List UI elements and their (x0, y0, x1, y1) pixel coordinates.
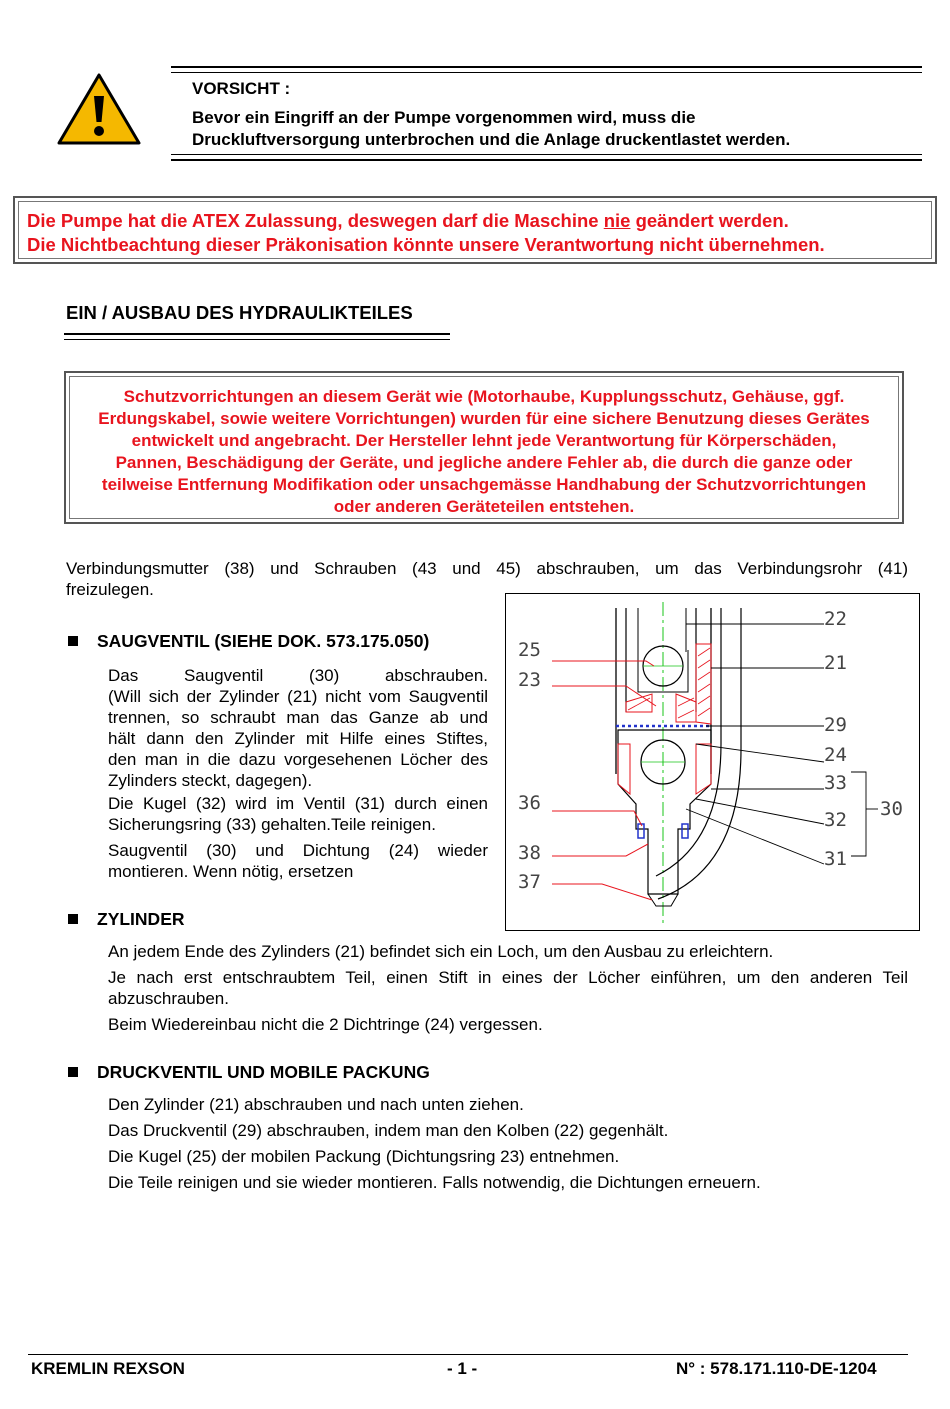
saugventil-paragraph-1: Das Saugventil (30) abschrauben. (Will sich der Zylinder (21) nicht vom Saugventil trennen, so schraubt man das Ganze ab und hält dann den Zylinder mit Hilfe eines Stiftes, den man in die dazu vorgesehenen Löcher des Zylinders steckt, dagegen). (108, 666, 488, 790)
footer-doc-number: N° : 578.171.110-DE-1204 (676, 1359, 877, 1378)
section-title: EIN / AUSBAU DES HYDRAULIKTEILES (66, 302, 413, 323)
safety-line-6: oder anderen Geräteteilen entstehen. (333, 497, 635, 516)
atex-notice-box (13, 196, 937, 264)
diagram-label-29: 29 (824, 714, 847, 736)
saugventil-bullet (68, 636, 78, 646)
druckventil-bullet (68, 1067, 78, 1077)
diagram-label-21: 21 (824, 652, 847, 674)
diagram-label-22: 22 (824, 608, 847, 630)
safety-notice-box (64, 371, 904, 524)
diagram-label-36: 36 (518, 792, 541, 814)
druckventil-line-2: Das Druckventil (29) abschrauben, indem man den Kolben (22) gegenhält. (108, 1121, 669, 1140)
pump-valve-diagram (505, 593, 920, 931)
pump-valve-drawing (506, 594, 918, 929)
caution-title: VORSICHT : (192, 79, 291, 98)
atex-emphasis-never: nie (603, 210, 631, 231)
caution-line-1: Bevor ein Eingriff an der Pumpe vorgenommen wird, muss die (192, 108, 696, 127)
warning-triangle-icon (56, 72, 142, 146)
druckventil-line-1: Den Zylinder (21) abschrauben und nach unten ziehen. (108, 1095, 524, 1114)
diagram-label-37: 37 (518, 871, 541, 893)
atex-line-1: Die Pumpe hat die ATEX Zulassung, deswegen darf die Maschine nie geändert werden. (27, 210, 789, 231)
druckventil-title: DRUCKVENTIL UND MOBILE PACKUNG (97, 1062, 430, 1082)
safety-line-5: teilweise Entfernung Modifikation oder unsachgemässe Handhabung der Schutzvorrichtungen (101, 475, 867, 494)
caution-top-rule (171, 66, 922, 68)
safety-line-3: entwickelt und angebracht. Der Hersteller lehnt jede Verantwortung für Körperschäden, (131, 431, 837, 450)
footer-page-number: - 1 - (447, 1359, 478, 1378)
diagram-label-23: 23 (518, 669, 541, 691)
zylinder-bullet (68, 914, 78, 924)
diagram-label-30: 30 (880, 798, 903, 820)
zylinder-paragraph-3: Beim Wiedereinbau nicht die 2 Dichtringe (24) vergessen. (108, 1015, 543, 1034)
zylinder-paragraph-2: Je nach erst entschraubtem Teil, einen Stift in eines der Löcher einführen, um den anderen Teil abzuschrauben. (108, 968, 908, 1008)
diagram-label-24: 24 (824, 744, 847, 766)
safety-notice-text (66, 386, 902, 518)
caution-block (0, 0, 950, 175)
druckventil-line-4: Die Teile reinigen und sie wieder montieren. Falls notwendig, die Dichtungen erneuern. (108, 1173, 761, 1192)
zylinder-paragraph-1: An jedem Ende des Zylinders (21) befindet sich ein Loch, um den Ausbau zu erleichtern. (108, 942, 774, 961)
footer-company: KREMLIN REXSON (31, 1359, 185, 1378)
zylinder-title: ZYLINDER (97, 909, 185, 929)
caution-bottom-rule (171, 159, 922, 161)
diagram-label-33: 33 (824, 772, 847, 794)
caution-bottom-rule-thin (171, 154, 922, 155)
saugventil-title: SAUGVENTIL (SIEHE DOK. 573.175.050) (97, 631, 430, 651)
atex-line-2: Die Nichtbeachtung dieser Präkonisation könnte unsere Verantwortung nicht übernehmen. (27, 234, 825, 255)
caution-line-2: Druckluftversorgung unterbrochen und die Anlage druckentlastet werden. (192, 130, 791, 149)
safety-line-1: Schutzvorrichtungen an diesem Gerät wie (Motorhaube, Kupplungsschutz, Gehäuse, ggf. (123, 387, 845, 406)
saugventil-paragraph-3: Saugventil (30) und Dichtung (24) wieder montieren. Wenn nötig, ersetzen (108, 841, 488, 881)
section-title-rule-thin (64, 339, 450, 340)
diagram-label-31: 31 (824, 848, 847, 870)
footer-rule (28, 1354, 908, 1355)
diagram-label-25: 25 (518, 639, 541, 661)
section-title-rule (64, 333, 450, 335)
caution-top-rule-thin (171, 72, 922, 73)
safety-line-2: Erdungskabel, sowie weitere Vorrichtungen) wurden für eine sichere Benutzung dieses Gerätes (98, 409, 870, 428)
diagram-label-38: 38 (518, 842, 541, 864)
diagram-label-32: 32 (824, 809, 847, 831)
saugventil-paragraph-2: Die Kugel (32) wird im Ventil (31) durch einen Sicherungsring (33) gehalten.Teile reinigen. (108, 794, 488, 834)
druckventil-line-3: Die Kugel (25) der mobilen Packung (Dichtungsring 23) entnehmen. (108, 1147, 620, 1166)
intro-line-2: freizulegen. (66, 580, 154, 599)
safety-line-4: Pannen, Beschädigung der Geräte, und jegliche andere Fehler ab, die durch die ganze oder (115, 453, 853, 472)
intro-line-1: Verbindungsmutter (38) und Schrauben (43 und 45) abschrauben, um das Verbindungsrohr (41) (66, 559, 908, 578)
